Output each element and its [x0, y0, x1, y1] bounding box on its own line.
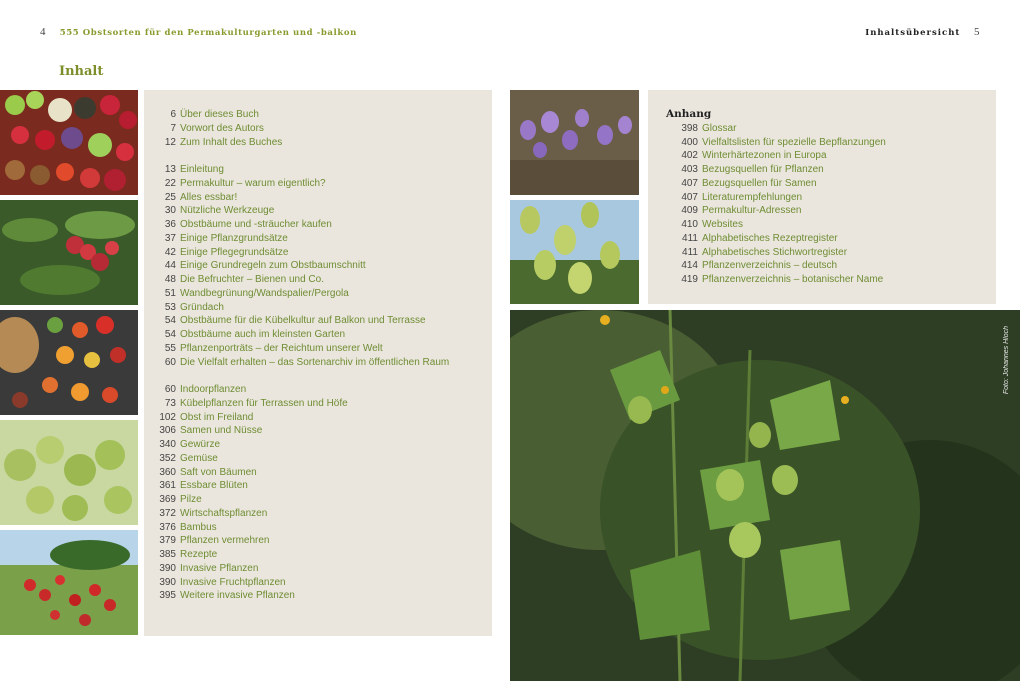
toc-entry[interactable]: 30 Nützliche Werkzeuge: [164, 205, 275, 217]
photo-fruit-variety: [0, 90, 138, 195]
page-title: Inhalt: [59, 64, 104, 79]
toc-entry[interactable]: 7 Vorwort des Autors: [170, 122, 264, 134]
toc-entry[interactable]: 44 Einige Grundregeln zum Obstbaumschnitt: [164, 260, 366, 272]
toc-entry[interactable]: 12 Zum Inhalt des Buches: [164, 136, 283, 148]
toc-entry[interactable]: 414 Pflanzenverzeichnis – deutsch: [681, 260, 838, 272]
toc-entry[interactable]: 400 Vielfaltslisten für spezielle Bepflanzungen: [681, 136, 886, 148]
toc-entry[interactable]: 352 Gemüse: [159, 452, 218, 464]
toc-entry[interactable]: 73 Kübelpflanzen für Terrassen und Höfe: [164, 397, 348, 409]
toc-entry[interactable]: 411 Alphabetisches Rezeptregister: [682, 232, 838, 244]
toc-entry[interactable]: 369 Pilze: [159, 494, 202, 505]
header-left: [40, 26, 357, 38]
toc-entry[interactable]: 22 Permakultur – warum eigentlich?: [164, 177, 326, 189]
toc-entry[interactable]: 54 Obstbäume für die Kübelkultur auf Balkon und Terrasse: [164, 315, 426, 327]
toc-entry[interactable]: 60 Indoorpflanzen: [164, 384, 247, 395]
toc-entry[interactable]: 51 Wandbegrünung/Wandspalier/Pergola: [164, 287, 349, 299]
toc-entry[interactable]: 379 Pflanzen vermehren: [159, 535, 270, 547]
book-title: 555 Obstsorten für den Permakulturgarten und -balkon: [59, 28, 357, 38]
toc-entry[interactable]: 6 Über dieses Buch: [170, 109, 259, 120]
toc-entry[interactable]: 340 Gewürze: [159, 439, 221, 450]
toc-entry[interactable]: 395 Weitere invasive Pflanzen: [159, 590, 295, 602]
photo-credit: Foto: Johannes Hloch: [1003, 326, 1010, 395]
toc-entry[interactable]: 53 Gründach: [164, 301, 224, 313]
photo-tomatoes: [0, 310, 138, 415]
toc-entry[interactable]: 55 Pflanzenporträts – der Reichtum unserer Welt: [164, 342, 383, 354]
toc-entry[interactable]: 37 Einige Pflanzgrundsätze: [164, 232, 288, 244]
photo-gooseberries: [0, 420, 138, 525]
toc-main: [144, 108, 449, 603]
photo-red-berries: [0, 530, 138, 635]
toc-entry[interactable]: 376 Bambus: [159, 521, 217, 533]
toc-entry[interactable]: 372 Wirtschaftspflanzen: [159, 507, 268, 519]
toc-entry[interactable]: 407 Literaturempfehlungen: [681, 191, 803, 203]
page-number-right: 5: [974, 26, 980, 38]
toc-appendix: [666, 108, 886, 287]
toc-entry[interactable]: 411 Alphabetisches Stichwortregister: [682, 246, 848, 258]
toc-entry[interactable]: 402 Winterhärtezonen in Europa: [681, 150, 827, 162]
toc-entry[interactable]: 60 Die Vielfalt erhalten – das Sortenarchiv im öffentlichen Raum: [164, 356, 450, 368]
appendix-title: Anhang: [666, 108, 712, 120]
photo-crocus: [510, 90, 639, 195]
toc-entry[interactable]: 407 Bezugsquellen für Samen: [681, 177, 817, 189]
toc-entry[interactable]: 385 Rezepte: [159, 549, 218, 560]
toc-entry[interactable]: 390 Invasive Pflanzen: [159, 562, 259, 574]
toc-entry[interactable]: 48 Die Befruchter – Bienen und Co.: [164, 274, 324, 285]
header-right: [865, 26, 980, 38]
toc-entry[interactable]: 25 Alles essbar!: [164, 191, 238, 203]
photo-physalis-large: [510, 310, 1020, 681]
toc-entry[interactable]: 390 Invasive Fruchtpflanzen: [159, 576, 286, 588]
toc-entry[interactable]: 42 Einige Pflegegrundsätze: [164, 246, 289, 258]
toc-entry[interactable]: 54 Obstbäume auch im kleinsten Garten: [164, 329, 346, 340]
toc-entry[interactable]: 360 Saft von Bäumen: [159, 466, 257, 478]
photo-apple-tree: [0, 200, 138, 305]
toc-entry[interactable]: 419 Pflanzenverzeichnis – botanischer Name: [681, 274, 884, 285]
toc-entry[interactable]: 409 Permakultur-Adressen: [681, 205, 802, 217]
toc-entry[interactable]: 403 Bezugsquellen für Pflanzen: [681, 164, 824, 175]
toc-entry[interactable]: 361 Essbare Blüten: [159, 480, 248, 492]
photo-hops: [510, 200, 639, 304]
toc-entry[interactable]: 398 Glossar: [681, 122, 737, 134]
page-number-left: 4: [40, 26, 46, 38]
toc-entry[interactable]: 410 Websites: [681, 219, 743, 230]
section-title: Inhaltsübersicht: [865, 28, 961, 38]
toc-entry[interactable]: 13 Einleitung: [164, 164, 224, 175]
toc-entry[interactable]: 306 Samen und Nüsse: [159, 425, 263, 437]
toc-entry[interactable]: 36 Obstbäume und -sträucher kaufen: [164, 219, 332, 230]
toc-entry[interactable]: 102 Obst im Freiland: [159, 411, 254, 423]
